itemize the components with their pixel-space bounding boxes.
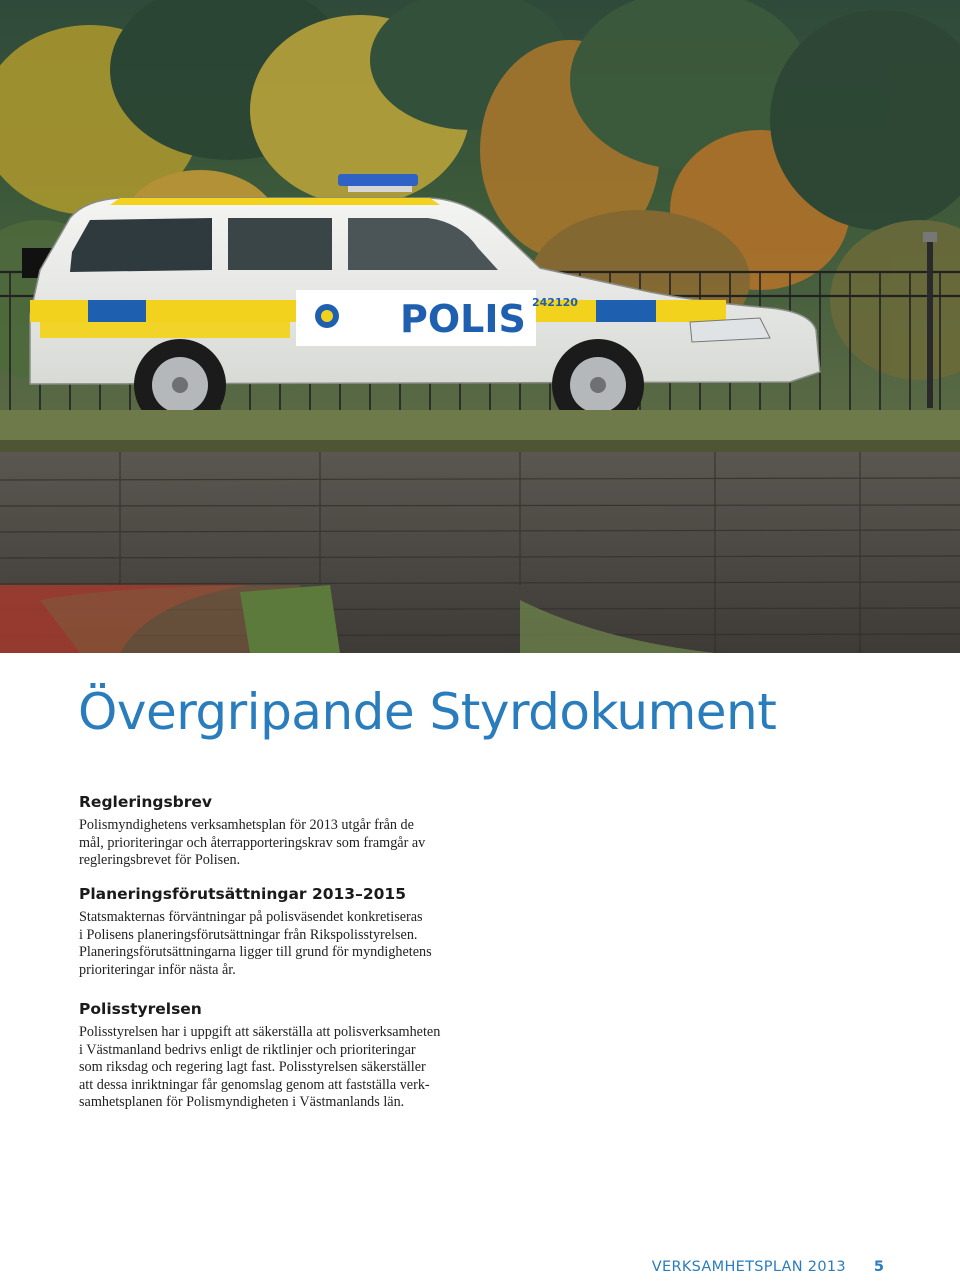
section-body: Polismyndighetens verksamhetsplan för 2013 utgår från de mål, prioriteringar och återrapporteringskrav som framgår av regleringsbrevet för Polisen.	[79, 817, 426, 869]
section-heading: Polisstyrelsen	[79, 1000, 202, 1018]
section-body: Polisstyrelsen har i uppgift att säkerställa att polisverksamheten i Västmanland bedrivs enligt de riktlinjer och prioriteringar som riksdag och regering lagt fast. Polisstyrelsen säkerställer att dessa inriktningar får genomslag genom att fastställa verk- samhetsplanen för Polismyndigheten i Västmanlands län.	[79, 1024, 441, 1111]
car-door-text: POLIS	[400, 297, 526, 341]
section-heading: Planeringsförutsättningar 2013–2015	[79, 885, 406, 903]
footer-document-name: VERKSAMHETSPLAN 2013	[651, 1259, 846, 1275]
section-body: Statsmakternas förväntningar på polisväsendet konkretiseras i Polisens planeringsförutsättningar från Rikspolisstyrelsen. Planeringsförutsättningarna ligger till grund för myndighetens prioriteringar inför nästa år.	[79, 909, 432, 978]
page-title: Övergripande Styrdokument	[78, 683, 777, 741]
section-regleringsbrev	[79, 793, 499, 870]
section-polisstyrelsen	[79, 1000, 499, 1112]
section-heading: Regleringsbrev	[79, 793, 213, 811]
page-number: 5	[873, 1259, 884, 1275]
page-footer	[652, 1259, 884, 1275]
car-number-text: 242120	[532, 296, 578, 309]
section-planeringsforutsattningar	[79, 885, 499, 979]
